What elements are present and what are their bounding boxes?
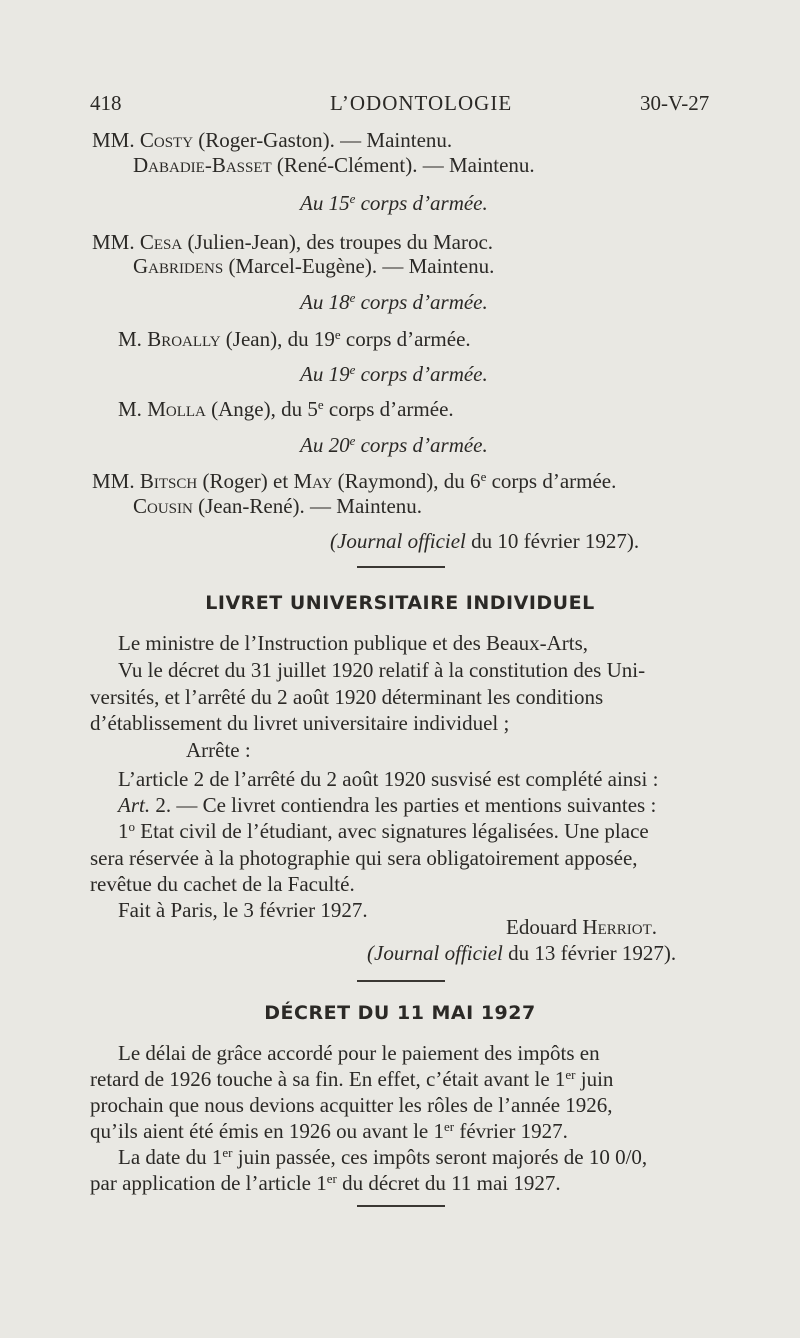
paragraph-line: prochain que nous devions acquitter les rôles de l’année 1926, <box>90 1093 613 1117</box>
person-name: Dabadie-Basset <box>133 153 272 177</box>
list-line-2: Dabadie-Basset (René-Clément). — Maintenu. <box>133 153 535 177</box>
article-line: Art. 2. — Ce livret contiendra les parties et mentions suivantes : <box>118 793 657 817</box>
list-line-4: Gabridens (Marcel-Eugène). — Maintenu. <box>133 254 495 278</box>
person-name: Molla <box>147 397 206 421</box>
source-citation-1: (Journal officiel du 10 février 1927). <box>330 529 640 553</box>
paragraph-line: Fait à Paris, le 3 février 1927. <box>118 898 368 922</box>
list-line-1: MM. Costy (Roger-Gaston). — Maintenu. <box>92 128 453 152</box>
paragraph-line: Le délai de grâce accordé pour le paiement des impôts en <box>118 1041 600 1065</box>
person-name: May <box>293 469 333 493</box>
person-name: Bitsch <box>139 469 198 493</box>
paragraph-line: La date du 1er juin passée, ces impôts seront majorés de 10 0/0, <box>118 1145 648 1169</box>
paragraph-line: d’établissement du livret universitaire individuel ; <box>90 711 510 735</box>
paragraph-line: L’article 2 de l’arrêté du 2 août 1920 susvisé est complété ainsi : <box>118 767 659 791</box>
section-title-livret: LIVRET UNIVERSITAIRE INDIVIDUEL <box>205 592 595 614</box>
signature: Edouard Herriot. <box>506 915 657 939</box>
corps-heading-18: Au 18e corps d’armée. <box>300 290 488 314</box>
paragraph-line: qu’ils aient été émis en 1926 ou avant le 1er février 1927. <box>90 1119 568 1143</box>
paragraph-line: retard de 1926 touche à sa fin. En effet, c’était avant le 1er juin <box>90 1067 614 1091</box>
paragraph-line: Vu le décret du 31 juillet 1920 relatif à la constitution des Uni- <box>118 658 646 682</box>
corps-heading-15: Au 15e corps d’armée. <box>300 191 488 215</box>
journal-title: L’ODONTOLOGIE <box>330 91 513 115</box>
paragraph-line: sera réservée à la photographie qui sera obligatoirement apposée, <box>90 846 638 870</box>
issue-date: 30-V-27 <box>640 91 710 115</box>
section-divider <box>357 566 445 568</box>
person-name: Broally <box>147 327 221 351</box>
paragraph-line: revêtue du cachet de la Faculté. <box>90 872 355 896</box>
list-line-7: MM. Bitsch (Roger) et May (Raymond), du 6e corps d’armée. <box>92 469 617 493</box>
paragraph-line: par application de l’article 1er du décret du 11 mai 1927. <box>90 1171 561 1195</box>
person-name: Costy <box>139 128 194 152</box>
paragraph-line: Arrête : <box>186 738 251 762</box>
section-divider <box>357 980 445 982</box>
section-divider <box>357 1205 445 1207</box>
page-number: 418 <box>90 91 122 115</box>
list-line-8: Cousin (Jean-René). — Maintenu. <box>133 494 423 518</box>
list-line-6: M. Molla (Ange), du 5e corps d’armée. <box>118 397 454 421</box>
paragraph-line: 1$^o$ Etat civil de l’étudiant, avec signatures légalisées. Une place <box>118 819 649 843</box>
paragraph-line: versités, et l’arrêté du 2 août 1920 déterminant les conditions <box>90 685 604 709</box>
source-citation-2: (Journal officiel du 13 février 1927). <box>367 941 677 965</box>
corps-heading-19: Au 19e corps d’armée. <box>300 362 488 386</box>
paragraph-line: Le ministre de l’Instruction publique et des Beaux-Arts, <box>118 631 589 655</box>
person-name: Cesa <box>139 230 183 254</box>
corps-heading-20: Au 20e corps d’armée. <box>300 433 488 457</box>
list-line-5: M. Broally (Jean), du 19e corps d’armée. <box>118 327 471 351</box>
person-name: Cousin <box>133 494 193 518</box>
section-title-decret: DÉCRET DU 11 MAI 1927 <box>264 1002 536 1024</box>
list-line-3: MM. Cesa (Julien-Jean), des troupes du Maroc. <box>92 230 494 254</box>
person-name: Gabridens <box>133 254 224 278</box>
